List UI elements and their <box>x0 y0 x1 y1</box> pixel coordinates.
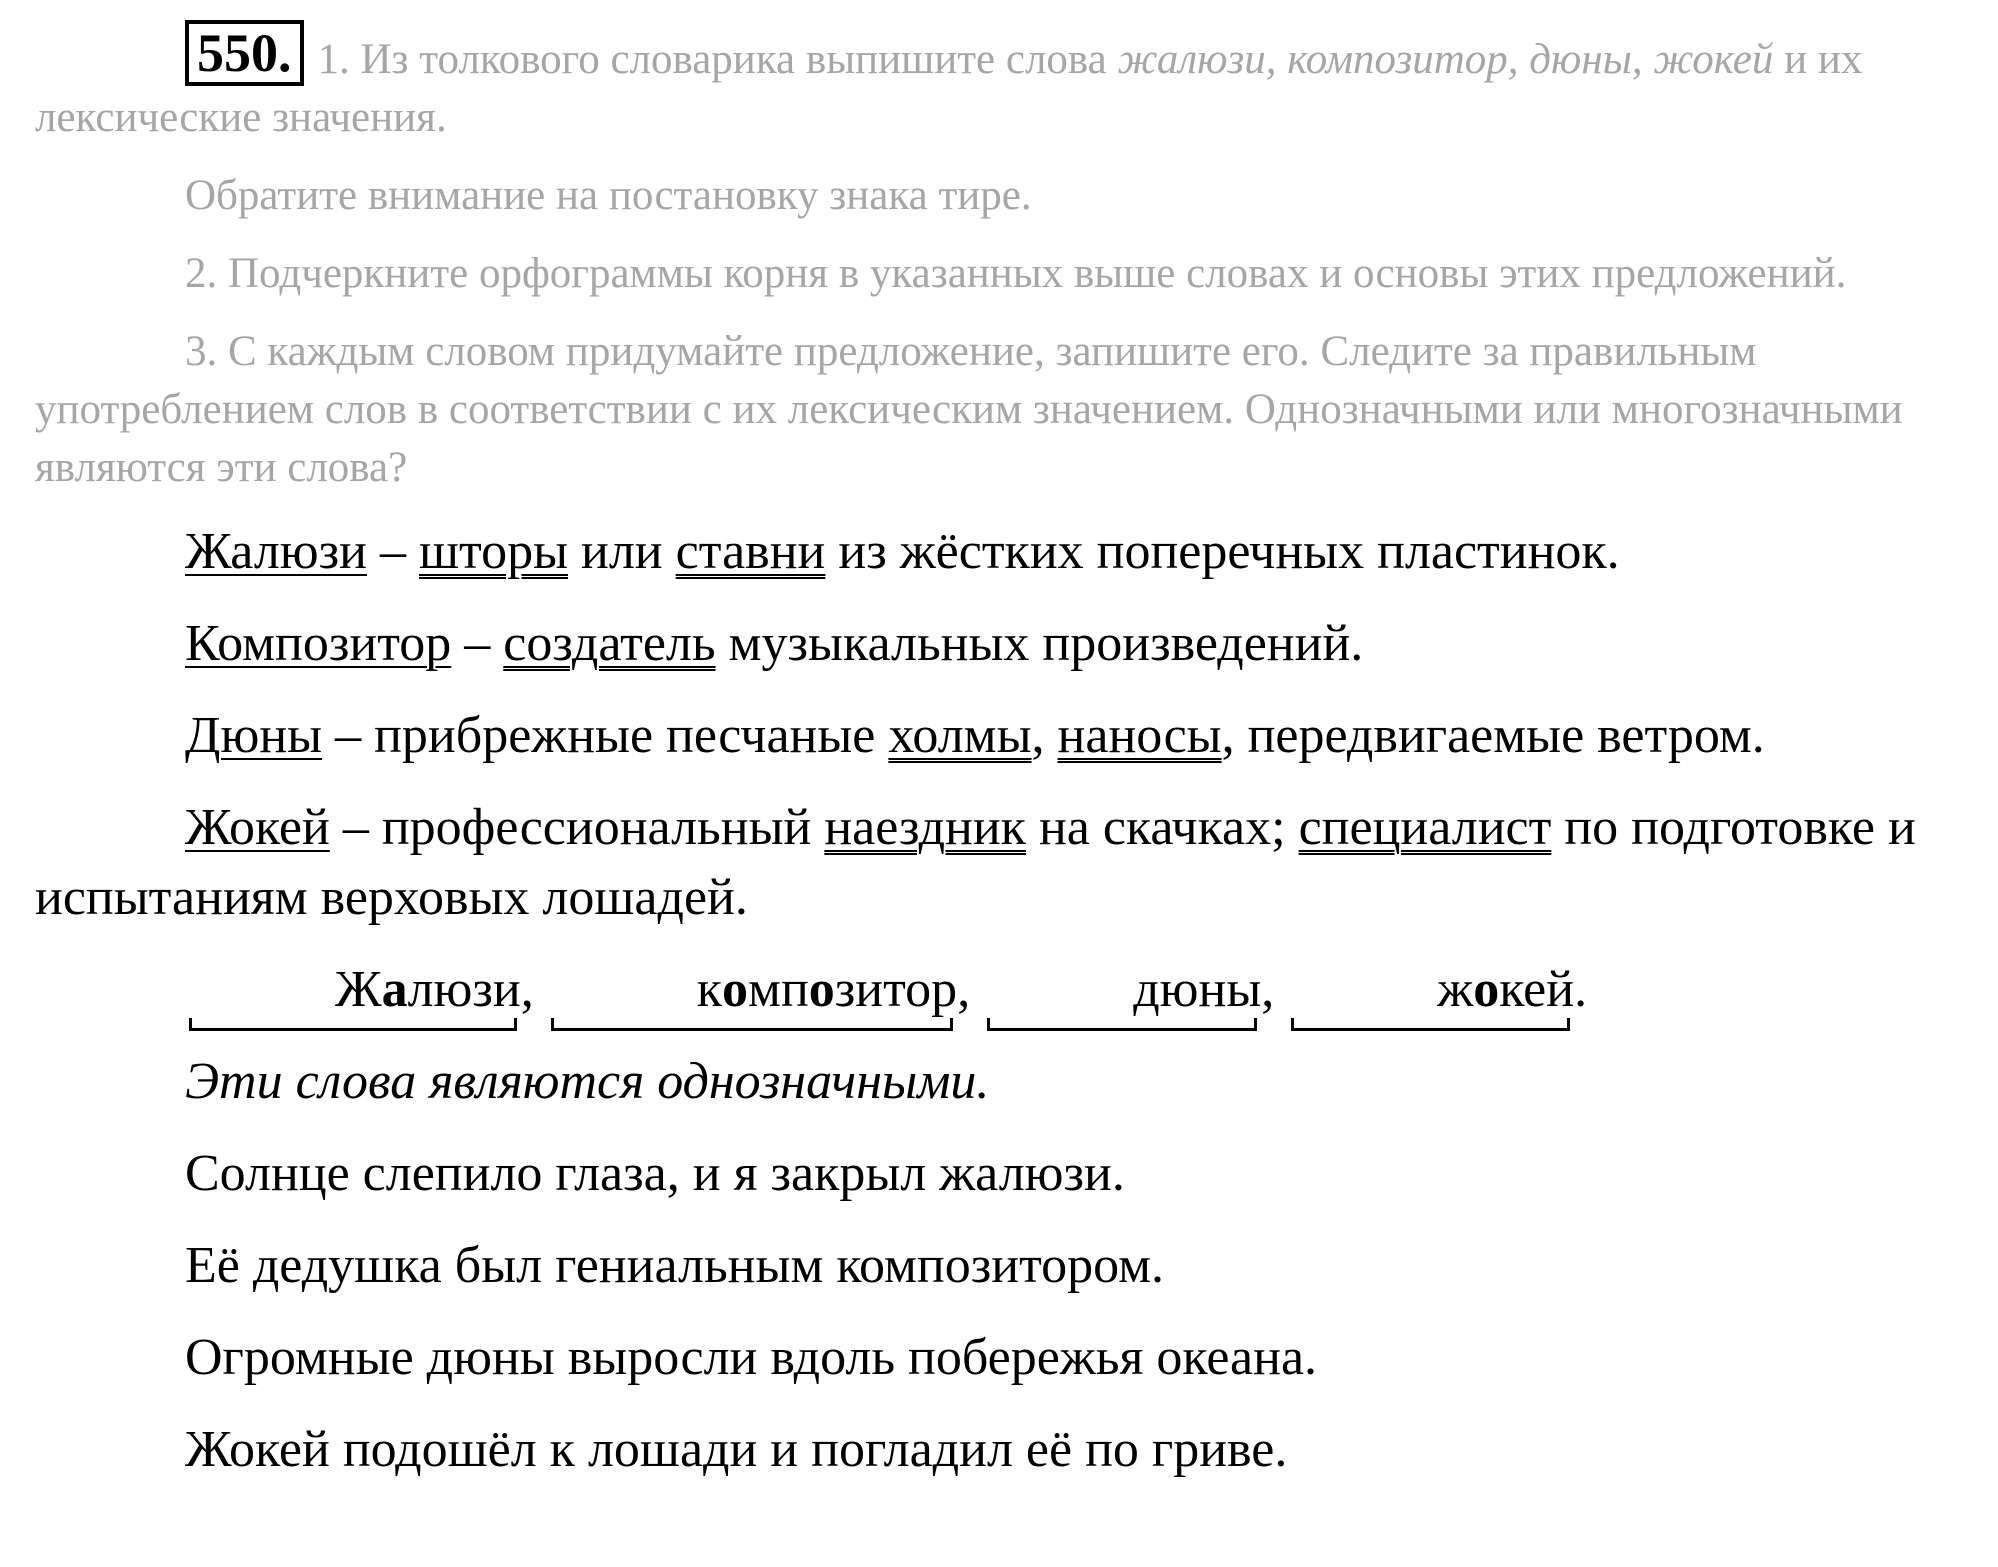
predicate-word: создатель <box>503 615 716 672</box>
subject-word: Жокей <box>185 799 330 856</box>
task-1-words: жалюзи, композитор, дюны, жокей <box>1117 36 1774 83</box>
subject-word: Жалюзи <box>185 523 367 580</box>
task-paragraph-4: 3. С каждым словом придумайте предложение, запишите его. Следите за правильным употреблением слов в соответствии с их лексическим значением. Однозначными или многозначными являются эти слова? <box>35 328 1903 491</box>
conclusion: Эти слова являются однозначными. <box>185 1053 990 1110</box>
separator: , <box>957 961 984 1018</box>
task-1-post: и их лексические значения. <box>35 36 1863 141</box>
task-paragraph-2: Обратите внимание на постановку знака тире. <box>185 172 1032 219</box>
definition-1 <box>35 517 1958 587</box>
dash: – профессиональный <box>329 799 825 856</box>
predicate-word: наездник <box>824 799 1026 856</box>
definition-4 <box>35 793 1958 933</box>
root-word-1 <box>185 955 521 1025</box>
stressed-vowel: о <box>808 961 835 1018</box>
task-paragraph-1 <box>35 22 1958 147</box>
predicate-word: наносы <box>1057 707 1222 764</box>
definition-3 <box>35 701 1958 771</box>
definition-2 <box>35 609 1958 679</box>
subject-word: Дюны <box>185 707 323 764</box>
root-part: Ж <box>335 961 382 1018</box>
root-part: кей <box>1499 961 1575 1018</box>
definition-rest: по подготовке и испытаниям верховых лошадей. <box>35 799 1916 926</box>
connector: , <box>1031 707 1058 764</box>
predicate-word: специалист <box>1298 799 1552 856</box>
task-paragraph-3: 2. Подчеркните орфограммы корня в указанных выше словах и основы этих предложений. <box>185 250 1847 297</box>
period: . <box>1574 961 1588 1018</box>
sentence-4: Жокей подошёл к лошади и погладил её по гриве. <box>185 1421 1288 1478</box>
stressed-vowel: а <box>381 961 408 1018</box>
predicate-word: шторы <box>419 523 569 580</box>
root-word-4 <box>1287 955 1574 1025</box>
answers-block <box>35 517 1958 1485</box>
separator: , <box>520 961 547 1018</box>
connector: на скачках; <box>1025 799 1299 856</box>
roots-line <box>35 955 1958 1025</box>
sentence-1: Солнце слепило глаза, и я закрыл жалюзи. <box>185 1145 1125 1202</box>
definition-rest: , передвигаемые ветром. <box>1221 707 1765 764</box>
root-word-3 <box>983 955 1261 1025</box>
predicate-word: ставни <box>675 523 826 580</box>
sentence-2: Её дедушка был гениальным композитором. <box>185 1237 1165 1294</box>
root-part: зитор <box>834 961 958 1018</box>
root-part: мп <box>748 961 809 1018</box>
root-part: дюны <box>1133 961 1262 1018</box>
root-part: люзи <box>407 961 521 1018</box>
connector: или <box>568 523 676 580</box>
root-word-2 <box>547 955 957 1025</box>
stressed-vowel: о <box>722 961 749 1018</box>
stressed-vowel: о <box>1473 961 1500 1018</box>
root-part: к <box>696 961 723 1018</box>
definition-rest: из жёстких поперечных пластинок. <box>825 523 1620 580</box>
definition-rest: музыкальных произведений. <box>715 615 1364 672</box>
dash: – <box>451 615 504 672</box>
task-1-pre: 1. Из толкового словарика выпишите слова <box>317 36 1118 83</box>
root-part: ж <box>1437 961 1474 1018</box>
task-block <box>35 22 1958 497</box>
dash: – <box>367 523 419 580</box>
subject-word: Композитор <box>185 615 452 672</box>
sentence-3: Огромные дюны выросли вдоль побережья океана. <box>185 1329 1318 1386</box>
predicate-word: холмы <box>888 707 1032 764</box>
dash: – прибрежные песчаные <box>322 707 889 764</box>
separator: , <box>1261 961 1288 1018</box>
exercise-number: 550. <box>185 20 304 86</box>
